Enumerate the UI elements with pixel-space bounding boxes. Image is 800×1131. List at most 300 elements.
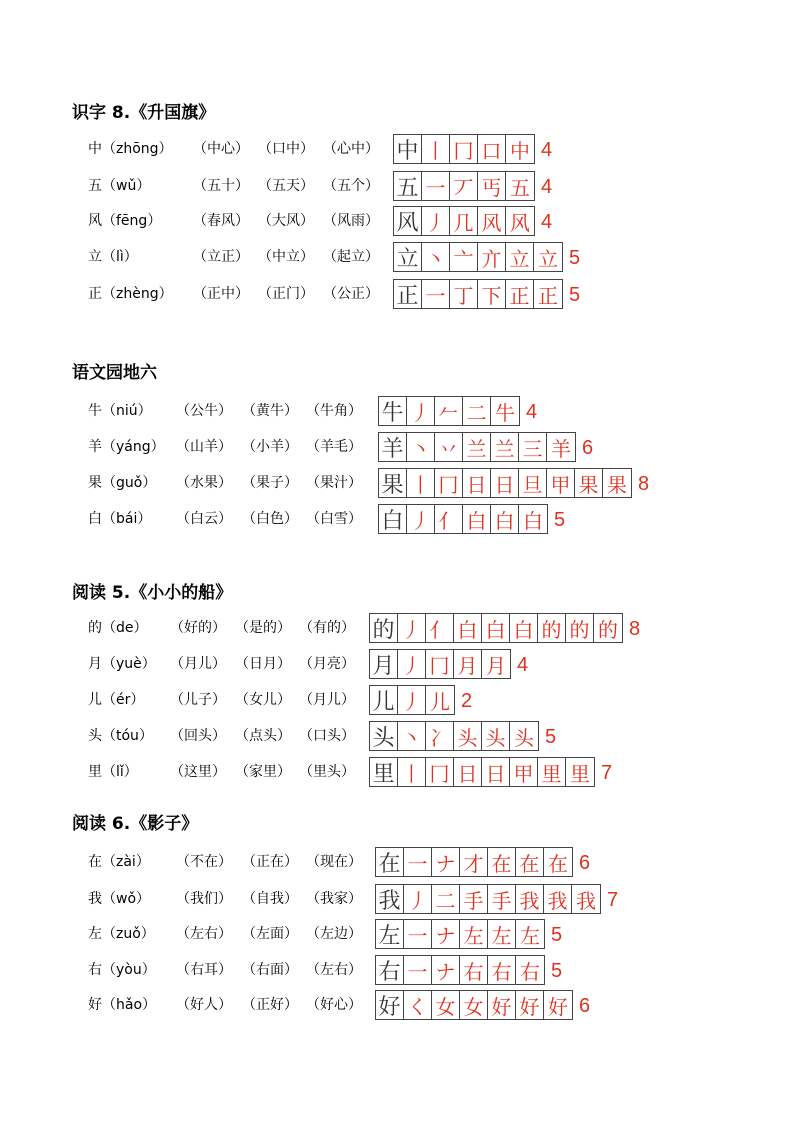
char-row [0,468,800,498]
stroke-step [506,172,534,200]
example-word: （正中） [193,286,249,302]
stroke-order-grid [369,649,511,679]
stroke-count: 7 [601,762,613,784]
stroke-step [488,991,516,1019]
stroke-glyph: 日 [466,472,487,497]
stroke-glyph: 一 [407,959,428,984]
stroke-step [426,722,454,750]
stroke-step [516,991,544,1019]
section-title: 阅读 6.《影子》 [72,814,199,834]
stroke-step [460,956,488,984]
stroke-step [488,848,516,876]
entry-char: 头 [88,728,102,744]
stroke-glyph: 丿 [401,617,422,642]
section-title: 识字 8.《升国旗》 [72,103,216,123]
stroke-glyph: 丶 [425,246,446,271]
stroke-glyph: 一 [425,175,446,200]
stroke-step [426,614,454,642]
paren-open: （ [102,728,116,744]
stroke-step [538,614,566,642]
entry-char: 好 [88,997,102,1013]
grid-char: 在 [376,848,404,876]
example-word: （黄牛） [242,403,298,419]
stroke-step [547,469,575,497]
grid-char: 右 [376,956,404,984]
stroke-glyph: 丶 [401,725,422,750]
paren-close: ） [158,286,173,302]
paren-close: ） [150,439,165,455]
paren-open: （ [102,962,116,978]
stroke-glyph: 女 [463,994,484,1019]
stroke-count: 5 [569,247,581,269]
stroke-glyph: 我 [547,888,568,913]
grid-char: 好 [376,991,404,1019]
char-row [0,171,800,201]
entry-pinyin: yáng [116,439,151,455]
grid-char: 白 [379,505,407,533]
example-word: （白雪） [306,511,362,527]
stroke-order-grid [375,919,545,949]
entry-pinyin: wǒ [116,891,137,907]
grid-char: 头 [370,722,398,750]
char-entry [88,206,161,236]
stroke-glyph: 日 [457,761,478,786]
paren-open: （ [102,178,116,194]
char-row [0,396,800,426]
stroke-glyph: ナ [435,851,456,876]
example-word: （里头） [299,764,355,780]
char-entry [88,990,156,1020]
entry-char: 中 [88,141,102,157]
example-word: （女儿） [235,692,291,708]
stroke-glyph: 甲 [513,761,534,786]
stroke-step [482,722,510,750]
stroke-step [398,650,426,678]
paren-open: （ [102,926,116,942]
grid-char: 果 [379,469,407,497]
stroke-step [407,433,435,461]
stroke-glyph: 女 [435,994,456,1019]
entry-char: 月 [88,656,102,672]
stroke-step [603,469,631,497]
example-word: （是的） [235,620,291,636]
stroke-glyph: 我 [519,888,540,913]
stroke-count: 4 [526,401,538,423]
stroke-count: 4 [541,176,553,198]
stroke-step [463,505,491,533]
stroke-glyph: 兰 [466,436,487,461]
stroke-glyph: 𠂉 [438,400,459,425]
example-word: （五天） [258,178,314,194]
stroke-step [460,848,488,876]
stroke-count: 8 [638,473,650,495]
char-row [0,279,800,309]
stroke-count: 5 [545,726,557,748]
stroke-glyph: 儿 [430,689,450,714]
stroke-step [398,686,426,714]
stroke-glyph: 中 [510,138,530,163]
stroke-order-grid [369,721,539,751]
stroke-count: 6 [579,852,591,874]
stroke-step [478,243,506,271]
paren-close: ） [123,249,138,265]
stroke-glyph: 白 [485,617,506,642]
stroke-glyph: 在 [519,851,540,876]
stroke-step [432,920,460,948]
stroke-glyph: 亣 [481,246,502,271]
stroke-glyph: 丿 [410,400,431,425]
stroke-step [491,469,519,497]
stroke-step [404,848,432,876]
stroke-step [544,848,572,876]
example-word: （现在） [306,854,362,870]
stroke-glyph: 的 [541,617,562,642]
stroke-glyph: 丆 [453,175,474,200]
stroke-order-grid [375,847,573,877]
stroke-step [510,758,538,786]
stroke-glyph: 一 [407,851,428,876]
stroke-step [510,614,538,642]
stroke-count: 2 [461,690,473,712]
example-word: （口头） [299,728,355,744]
stroke-order-grid [393,134,535,164]
stroke-glyph: ナ [435,959,456,984]
example-word: （右耳） [176,962,232,978]
stroke-count: 5 [551,960,563,982]
stroke-glyph: く [407,994,428,1019]
example-word: （大风） [258,213,314,229]
stroke-order-grid [378,396,520,426]
stroke-glyph: 丶 [410,436,431,461]
stroke-glyph: 左 [520,923,540,948]
stroke-step [422,243,450,271]
stroke-step [482,758,510,786]
entry-char: 右 [88,962,102,978]
stroke-glyph: 丐 [481,175,502,200]
grid-char: 五 [394,172,422,200]
stroke-step [478,207,506,235]
section-title: 语文园地六 [72,363,157,383]
entry-char: 我 [88,891,102,907]
stroke-glyph: 手 [491,888,512,913]
paren-open: （ [102,439,116,455]
grid-char: 羊 [379,433,407,461]
example-word: （右面） [242,962,298,978]
stroke-count: 6 [579,995,591,1017]
entry-pinyin: zuǒ [116,926,141,942]
example-word: （起立） [323,249,379,265]
grid-char: 中 [394,135,422,163]
stroke-glyph: 头 [514,725,534,750]
stroke-glyph: 丿 [401,653,422,678]
stroke-step [432,956,460,984]
example-word: （好心） [306,997,362,1013]
stroke-count: 4 [517,654,529,676]
stroke-step [491,397,519,425]
example-word: （五十） [193,178,249,194]
entry-pinyin: zhōng [116,141,159,157]
stroke-step [478,135,506,163]
stroke-step [478,172,506,200]
stroke-order-grid [369,757,595,787]
char-entry [88,757,138,787]
entry-pinyin: lì [116,249,124,265]
example-word: （回头） [170,728,226,744]
paren-close: ） [123,764,138,780]
stroke-order-grid [375,884,601,914]
example-word: （牛角） [306,403,362,419]
stroke-step [422,135,450,163]
char-entry [88,396,152,426]
example-word: （家里） [235,764,291,780]
stroke-glyph: 正 [509,283,530,308]
stroke-step [519,469,547,497]
stroke-glyph: 日 [494,472,515,497]
paren-close: ） [158,141,173,157]
stroke-step [454,722,482,750]
stroke-step [488,956,516,984]
stroke-step [432,885,460,913]
stroke-order-grid [393,171,535,201]
stroke-step [450,280,478,308]
example-word: （有的） [299,620,355,636]
stroke-step [516,956,544,984]
example-word: （正门） [258,286,314,302]
entry-pinyin: de [116,620,134,636]
stroke-order-grid [378,504,548,534]
char-row [0,504,800,534]
char-entry [88,171,150,201]
stroke-step [398,722,426,750]
stroke-glyph: 白 [523,508,543,533]
char-entry [88,685,144,715]
entry-pinyin: niú [116,403,138,419]
char-entry [88,504,151,534]
entry-pinyin: zhèng [116,286,159,302]
example-word: （果子） [242,475,298,491]
stroke-glyph: 丨 [410,472,431,497]
stroke-glyph: 亠 [453,246,474,271]
stroke-glyph: 二 [435,888,456,913]
stroke-step [572,885,600,913]
char-row [0,206,800,236]
entry-char: 正 [88,286,102,302]
stroke-glyph: 丨 [425,138,446,163]
stroke-count: 5 [554,509,566,531]
entry-pinyin: ér [116,692,131,708]
paren-close: ） [137,511,152,527]
entry-char: 羊 [88,439,102,455]
stroke-step [594,614,622,642]
stroke-glyph: 里 [570,761,590,786]
stroke-glyph: 冫 [429,725,450,750]
stroke-count: 5 [569,284,581,306]
paren-close: ） [142,997,157,1013]
stroke-step [404,991,432,1019]
stroke-glyph: 丿 [410,508,431,533]
stroke-step [435,469,463,497]
example-word: （春风） [193,213,249,229]
example-word: （我家） [306,891,362,907]
paren-open: （ [102,692,116,708]
stroke-step [488,885,516,913]
stroke-step [404,956,432,984]
char-entry [88,134,173,164]
stroke-count: 7 [607,889,619,911]
stroke-glyph: 的 [569,617,590,642]
stroke-glyph: 左 [463,923,484,948]
example-word: （自我） [242,891,298,907]
stroke-step [450,243,478,271]
stroke-glyph: 丨 [401,761,422,786]
stroke-order-grid [375,990,573,1020]
paren-open: （ [102,249,116,265]
stroke-step [575,469,603,497]
char-row [0,649,800,679]
example-word: （月亮） [299,656,355,672]
stroke-step [547,433,575,461]
example-word: （公牛） [176,403,232,419]
example-word: （口中） [258,141,314,157]
entry-pinyin: yuè [116,656,142,672]
example-word: （公正） [323,286,379,302]
paren-open: （ [102,620,116,636]
stroke-step [426,650,454,678]
stroke-glyph: 里 [541,761,562,786]
stroke-step [544,885,572,913]
stroke-glyph: 羊 [551,436,571,461]
stroke-glyph: ナ [435,923,456,948]
example-word: （白色） [242,511,298,527]
grid-char: 的 [370,614,398,642]
char-entry [88,884,150,914]
char-entry [88,613,148,643]
example-word: （正在） [242,854,298,870]
char-row [0,884,800,914]
example-word: （中心） [193,141,249,157]
paren-open: （ [102,656,116,672]
paren-open: （ [102,213,116,229]
section-title: 阅读 5.《小小的船》 [72,583,233,603]
stroke-glyph: 好 [491,994,512,1019]
char-row [0,847,800,877]
stroke-step [454,614,482,642]
grid-char: 风 [394,207,422,235]
stroke-glyph: 几 [453,210,474,235]
grid-char: 左 [376,920,404,948]
stroke-glyph: 牛 [495,400,515,425]
char-row [0,757,800,787]
stroke-step [506,135,534,163]
stroke-glyph: 好 [519,994,540,1019]
paren-open: （ [102,511,116,527]
stroke-step [422,172,450,200]
stroke-step [435,433,463,461]
stroke-step [463,469,491,497]
stroke-order-grid [369,613,623,643]
example-word: （中立） [258,249,314,265]
entry-pinyin: bái [116,511,138,527]
stroke-step [422,280,450,308]
paren-open: （ [102,475,116,491]
paren-close: ） [142,475,157,491]
stroke-step [488,920,516,948]
stroke-step [407,469,435,497]
paren-close: ） [140,926,155,942]
example-word: （山羊） [176,439,232,455]
paren-close: ） [138,728,153,744]
stroke-glyph: 亻 [438,508,459,533]
char-entry [88,721,153,751]
stroke-glyph: 下 [481,283,502,308]
stroke-glyph: 正 [538,283,558,308]
stroke-step [398,614,426,642]
stroke-step [516,848,544,876]
stroke-step [407,505,435,533]
stroke-glyph: 立 [538,246,558,271]
stroke-step [426,686,454,714]
stroke-step [506,207,534,235]
stroke-glyph: 丿 [407,888,428,913]
stroke-glyph: 旦 [522,472,543,497]
paren-close: ） [141,962,156,978]
stroke-glyph: 甲 [550,472,571,497]
stroke-glyph: 头 [457,725,478,750]
stroke-glyph: 月 [486,653,506,678]
stroke-step [534,280,562,308]
char-row [0,134,800,164]
stroke-glyph: 冂 [429,653,450,678]
stroke-order-grid [378,432,576,462]
char-row [0,242,800,272]
stroke-glyph: 一 [425,283,446,308]
stroke-step [460,885,488,913]
stroke-step [482,614,510,642]
stroke-glyph: 风 [481,210,502,235]
example-word: （正好） [242,997,298,1013]
example-word: （风雨） [323,213,379,229]
stroke-count: 8 [629,618,641,640]
stroke-glyph: 头 [485,725,506,750]
stroke-glyph: 丁 [453,283,474,308]
stroke-step [404,885,432,913]
stroke-step [491,433,519,461]
grid-char: 我 [376,885,404,913]
paren-close: ） [137,403,152,419]
stroke-glyph: 五 [510,175,530,200]
stroke-step [491,505,519,533]
entry-pinyin: hǎo [116,997,143,1013]
stroke-step [432,991,460,1019]
entry-pinyin: fēng [116,213,148,229]
stroke-order-grid [378,468,632,498]
char-row [0,721,800,751]
stroke-step [450,172,478,200]
example-word: （左右） [176,926,232,942]
char-entry [88,649,156,679]
stroke-step [432,848,460,876]
grid-char: 立 [394,243,422,271]
stroke-step [519,433,547,461]
stroke-glyph: 口 [481,138,502,163]
example-word: （我们） [176,891,232,907]
stroke-step [538,758,566,786]
entry-pinyin: lǐ [116,764,124,780]
example-word: （这里） [170,764,226,780]
stroke-glyph: 果 [607,472,627,497]
stroke-step [534,243,562,271]
paren-close: ） [133,620,148,636]
